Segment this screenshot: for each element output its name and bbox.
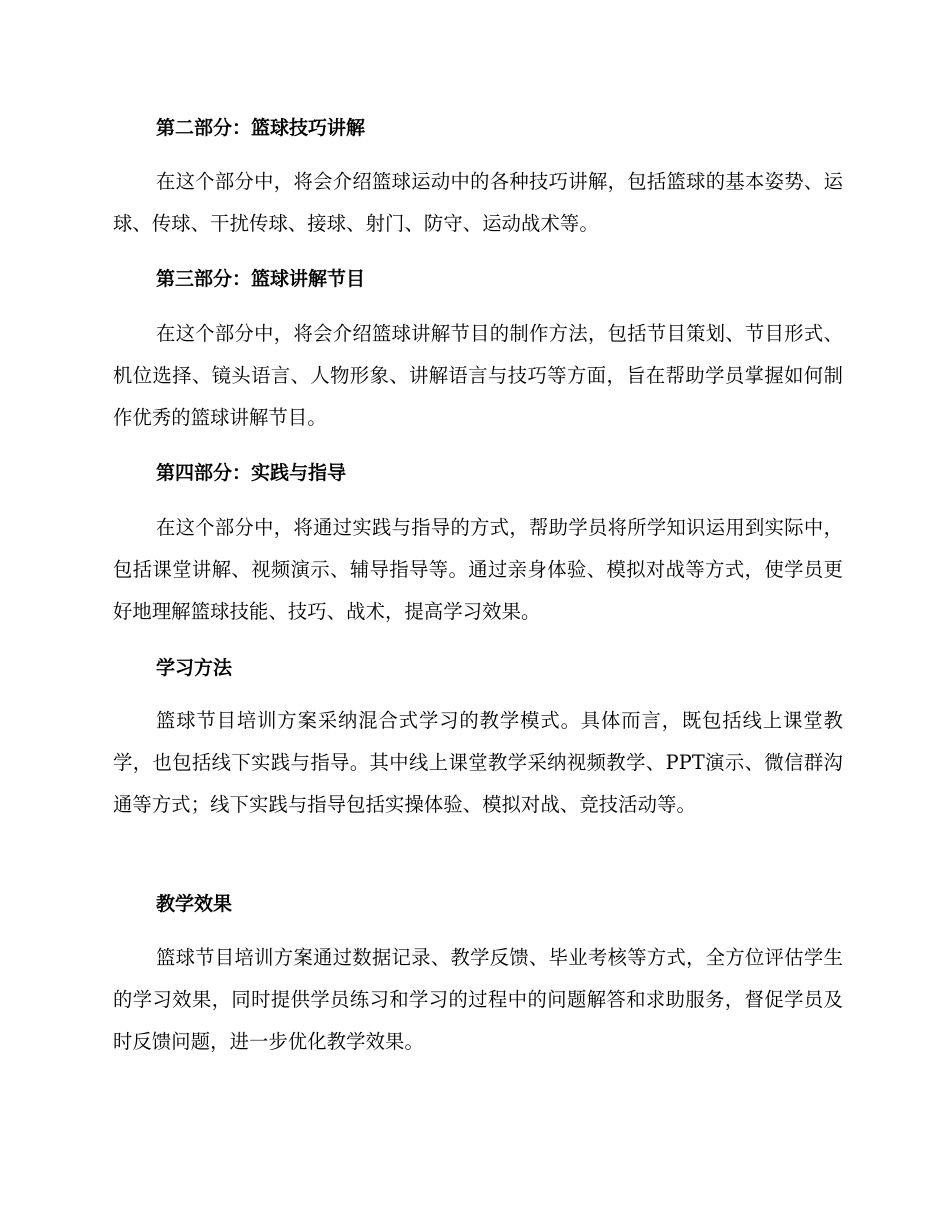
- section-paragraph-part-two: 在这个部分中，将会介绍篮球运动中的各种技巧讲解，包括篮球的基本姿势、运球、传球、干扰传球、接球、射门、防守、运动战术等。: [113, 170, 843, 235]
- section-paragraph-part-three: 在这个部分中，将会介绍篮球讲解节目的制作方法，包括节目策划、节目形式、机位选择、镜头语言、人物形象、讲解语言与技巧等方面，旨在帮助学员掌握如何制作优秀的篮球讲解节目。: [113, 322, 843, 429]
- section-heading-learning-method: 学习方法: [156, 657, 233, 679]
- section-paragraph-teaching-effect: 篮球节目培训方案通过数据记录、教学反馈、毕业考核等方式，全方位评估学生的学习效果，同时提供学员练习和学习的过程中的问题解答和求助服务，督促学员及时反馈问题，进一步优化教学效果。: [113, 946, 843, 1053]
- section-paragraph-learning-method: 篮球节目培训方案采纳混合式学习的教学模式。具体而言，既包括线上课堂教学，也包括线下实践与指导。其中线上课堂教学采纳视频教学、PPT演示、微信群沟通等方式；线下实践与指导包括实操体验、模拟对战、竞技活动等。: [113, 709, 843, 816]
- section-heading-part-four: 第四部分：实践与指导: [156, 462, 347, 484]
- section-heading-part-two: 第二部分：篮球技巧讲解: [156, 117, 366, 139]
- section-heading-part-three: 第三部分：篮球讲解节目: [156, 268, 366, 290]
- section-heading-teaching-effect: 教学效果: [156, 893, 233, 915]
- section-paragraph-part-four: 在这个部分中，将通过实践与指导的方式，帮助学员将所学知识运用到实际中，包括课堂讲解、视频演示、辅导指导等。通过亲身体验、模拟对战等方式，使学员更好地理解篮球技能、技巧、战术，提高学习效果。: [113, 516, 843, 623]
